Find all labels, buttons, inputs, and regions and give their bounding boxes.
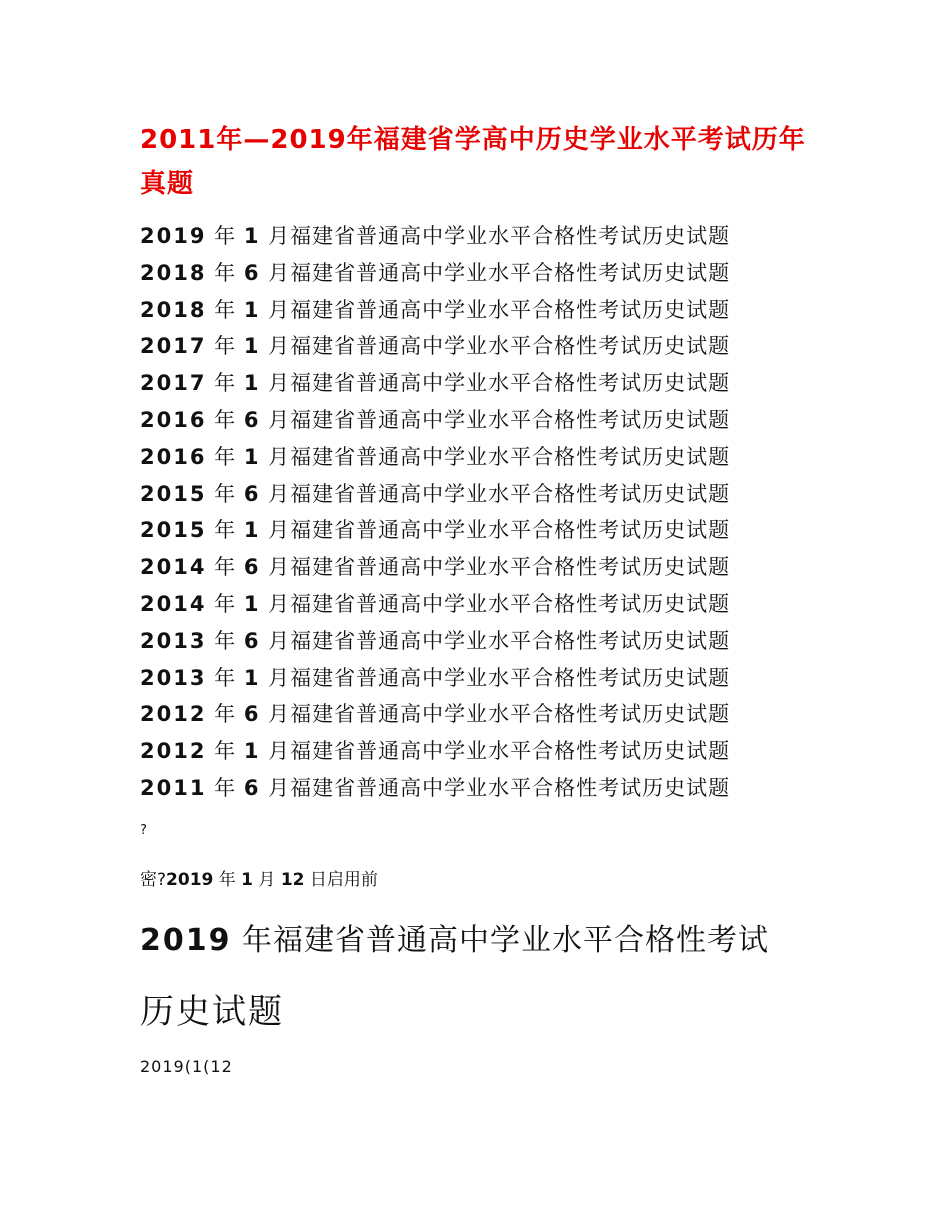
exam-list-item: 2012 年 1 月福建省普通高中学业水平合格性考试历史试题 [140,739,731,764]
exam-list-item: 2017 年 1 月福建省普通高中学业水平合格性考试历史试题 [140,371,731,396]
exam-list-item: 2019 年 1 月福建省普通高中学业水平合格性考试历史试题 [140,224,731,248]
exam-title: 2019 年福建省普通高中学业水平合格性考试 [140,923,770,958]
exam-list-item: 2016 年 1 月福建省普通高中学业水平合格性考试历史试题 [140,444,731,469]
exam-list-item: 2015 年 6 月福建省普通高中学业水平合格性考试历史试题 [140,481,731,506]
exam-list-item: 2014 年 1 月福建省普通高中学业水平合格性考试历史试题 [140,591,731,616]
document-title: 2011年—2019年福建省学高中历史学业水平考试历年真题 [140,125,806,199]
exam-list-item: 2018 年 6 月福建省普通高中学业水平合格性考试历史试题 [140,260,731,285]
exam-list-item: 2011 年 6 月福建省普通高中学业水平合格性考试历史试题 [140,775,731,800]
exam-date: 2019(1(12 [140,1057,233,1076]
exam-subtitle: 历史试题 [140,992,284,1032]
exam-list-item: 2013 年 6 月福建省普通高中学业水平合格性考试历史试题 [140,628,731,653]
exam-list-item: 2014 年 6 月福建省普通高中学业水平合格性考试历史试题 [140,555,731,580]
exam-list-item: 2013 年 1 月福建省普通高中学业水平合格性考试历史试题 [140,665,731,690]
exam-list-item: 2017 年 1 月福建省普通高中学业水平合格性考试历史试题 [140,334,731,359]
question-mark-glyph: ? [140,823,147,838]
exam-list-item: 2018 年 1 月福建省普通高中学业水平合格性考试历史试题 [140,297,731,322]
exam-list-item: 2015 年 1 月福建省普通高中学业水平合格性考试历史试题 [140,518,731,543]
confidential-notice: 密?2019 年 1 月 12 日启用前 [140,870,378,890]
exam-list-item: 2012 年 6 月福建省普通高中学业水平合格性考试历史试题 [140,702,731,727]
exam-list [140,218,730,807]
exam-list-item: 2016 年 6 月福建省普通高中学业水平合格性考试历史试题 [140,407,731,432]
